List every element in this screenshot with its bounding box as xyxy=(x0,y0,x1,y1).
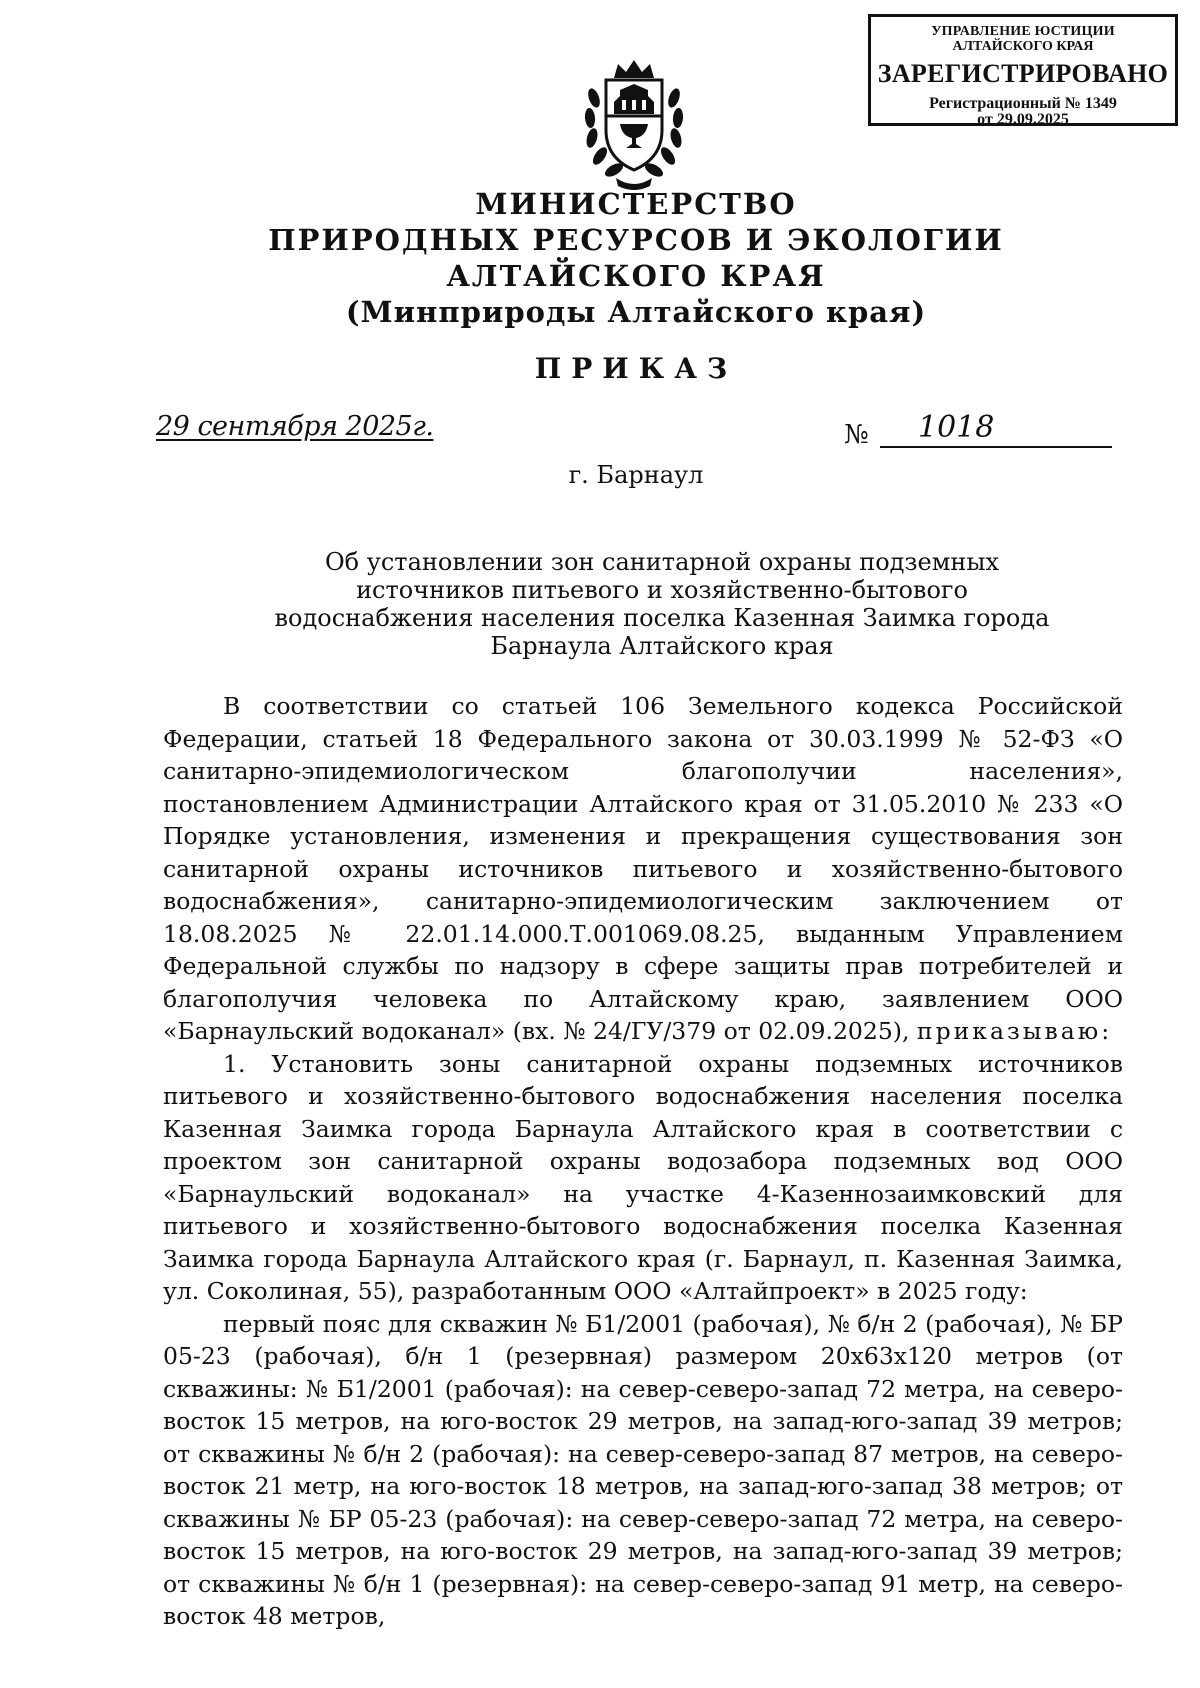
registration-stamp xyxy=(868,14,1178,129)
city-line: г. Барнаул xyxy=(568,461,704,489)
order-number-label: № xyxy=(844,420,869,450)
order-directive: приказываю: xyxy=(916,1017,1113,1045)
document-body xyxy=(163,690,1123,1633)
order-date-handwritten: 29 сентября 2025г. xyxy=(156,411,434,442)
order-number-underline xyxy=(880,446,1112,448)
paragraph-item-1: 1. Установить зоны санитарной охраны подземных источников питьевого и хозяйственно-бытового водоснабжения населения поселка Казенная Заимка города Барнаула Алтайского края в соответствии с проектом зон санитарной охраны водозабора подземных вод ООО «Барнаульский водоканал» на участке 4-Казеннозаимковский для питьевого и хозяйственно-бытового водоснабжения поселка Казенная Заимка города Барнаула Алтайского края (г. Барнаул, п. Казенная Заимка, ул. Соколиная, 55), разработанным ООО «Алтайпроект» в 2025 году: xyxy=(163,1049,1123,1305)
paragraph-first-belt: первый пояс для скважин № Б1/2001 (рабочая), № б/н 2 (рабочая), № БР 05-23 (рабочая), б/н 1 (резервная) размером 20х63х120 метров (от скважины: № Б1/2001 (рабочая): на север-северо-запад 72 метра, на северо-восток 15 метров, на юго-восток 29 метров, на запад-юго-запад 39 метров; от скважины № б/н 2 (рабочая): на север-северо-запад 87 метров, на северо-восток 21 метр, на юго-восток 18 метров, на запад-юго-запад 38 метров; от скважины № БР 05-23 (рабочая): на север-северо-запад 72 метра, на северо-восток 15 метров, на юго-восток 29 метров, на запад-юго-запад 39 метров; от скважины № б/н 1 (резервная): на север-северо-запад 91 метр, на северо-восток 48 метров, xyxy=(163,1309,1123,1630)
paragraph-preamble xyxy=(163,690,1123,1048)
preamble-text: В соответствии со статьей 106 Земельного кодекса Российской Федерации, статьей 18 Федерального закона от 30.03.1999 № 52-ФЗ «О санитарно-эпидемиологическом благополучии населения», постановлением Администрации Алтайского края от 31.05.2010 № 233 «О Порядке установления, изменения и прекращения существования зон санитарной охраны источников питьевого и хозяйственно-бытового водоснабжения», санитарно-эпидемиологическим заключением от 18.08.2025 № 22.01.14.000.Т.001069.08.25, выданным Управлением Федеральной службы по надзору в сфере защиты прав потребителей и благополучия человека по Алтайскому краю, заявлением ООО «Барнаульский водоканал» (вх. № 24/ГУ/379 от 02.09.2025), xyxy=(163,692,1123,1045)
ministry-title-line2: ПРИРОДНЫХ РЕСУРСОВ И ЭКОЛОГИИ xyxy=(268,223,1004,257)
ministry-title-line3: АЛТАЙСКОГО КРАЯ xyxy=(446,259,826,293)
stamp-reg-date: от 29.09.2025 xyxy=(977,111,1069,129)
stamp-authority-line1: УПРАВЛЕНИЕ ЮСТИЦИИ xyxy=(931,24,1115,39)
ministry-short-name: (Минприроды Алтайского края) xyxy=(345,295,927,329)
stamp-reg-number: Регистрационный № 1349 xyxy=(929,94,1117,112)
order-number-handwritten: 1018 xyxy=(918,410,995,445)
order-title: Об установлении зон санитарной охраны подземных источников питьевого и хозяйственно-бытового водоснабжения населения поселка Казенная Заимка города Барнаула Алтайского края xyxy=(274,548,1050,660)
stamp-authority-line2: АЛТАЙСКОГО КРАЯ xyxy=(952,38,1094,54)
document-type-heading: ПРИКАЗ xyxy=(534,352,738,385)
ministry-title-line1: МИНИСТЕРСТВО xyxy=(475,187,797,221)
altai-krai-coat-of-arms-icon xyxy=(580,58,688,194)
stamp-status: ЗАРЕГИСТРИРОВАНО xyxy=(877,59,1169,89)
